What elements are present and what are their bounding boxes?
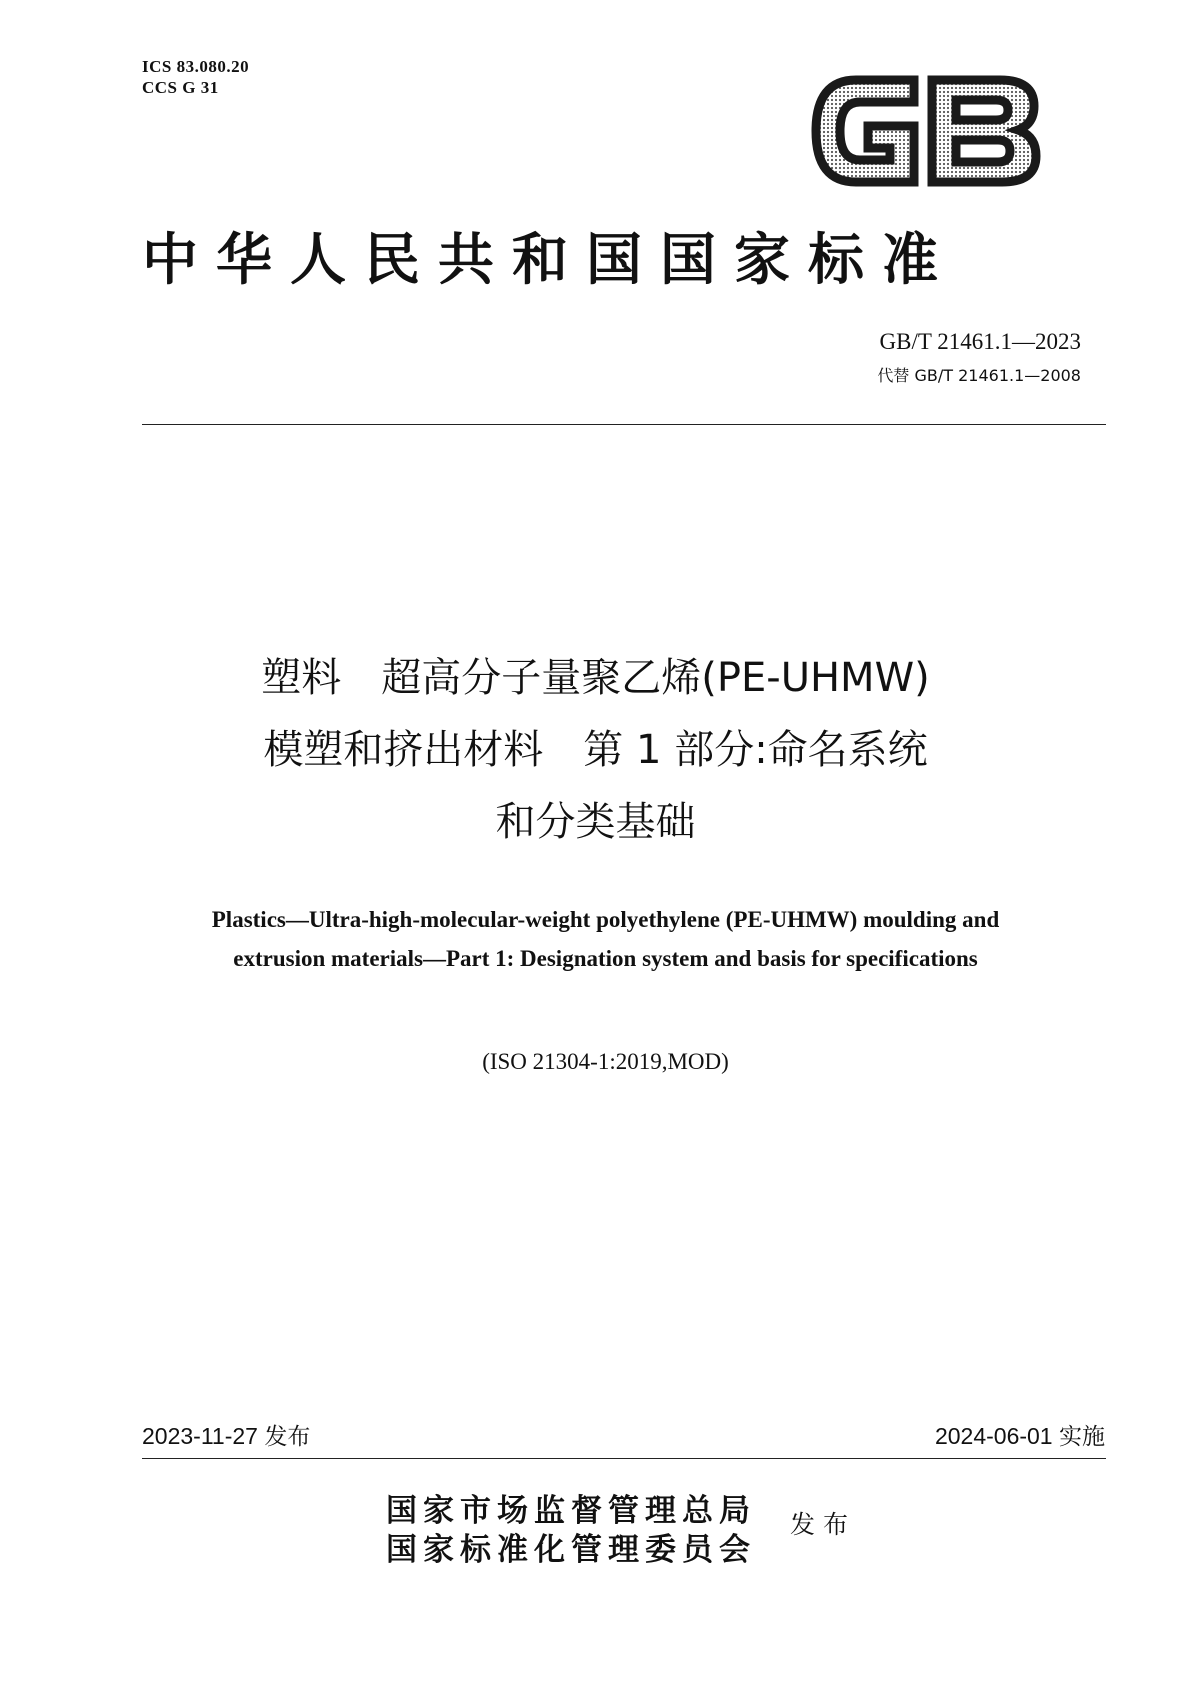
gb-logo [810,70,1042,192]
chinese-title [80,642,1111,858]
national-standard-title: 中华人民共和国国家标准 [142,228,956,293]
top-divider [142,424,1106,425]
gb-logo-graphic [810,70,1042,192]
publish-label: 发布 [790,1510,857,1539]
replaces-standard: 代替 GB/T 21461.1—2008 [877,366,1081,385]
iso-reference: (ISO 21304-1:2019,MOD) [482,1049,729,1074]
bottom-divider [142,1458,1106,1459]
classification-codes [142,56,249,98]
chinese-title-line-2: 模塑和挤出材料 第 1 部分:命名系统 [263,727,928,773]
issue-date: 2023-11-27 发布 [142,1423,311,1449]
authority-samr: 国家市场监督管理总局 [386,1493,756,1529]
implementation-date: 2024-06-01 实施 [934,1423,1105,1449]
issuing-authorities [386,1492,756,1570]
standard-number: GB/T 21461.1—2023 [879,329,1081,354]
english-title-line-1: Plastics—Ultra-high-molecular-weight polyethylene (PE-UHMW) moulding and [211,907,1000,932]
english-title-line-2: extrusion materials—Part 1: Designation system and basis for specifications [233,946,978,971]
chinese-title-line-1: 塑料 超高分子量聚乙烯(PE-UHMW) [261,655,930,701]
english-title [100,900,1111,978]
ccs-code: CCS G 31 [142,78,219,97]
authority-sac: 国家标准化管理委员会 [386,1532,756,1568]
ics-code: ICS 83.080.20 [142,57,250,76]
chinese-title-line-3: 和分类基础 [495,799,696,845]
